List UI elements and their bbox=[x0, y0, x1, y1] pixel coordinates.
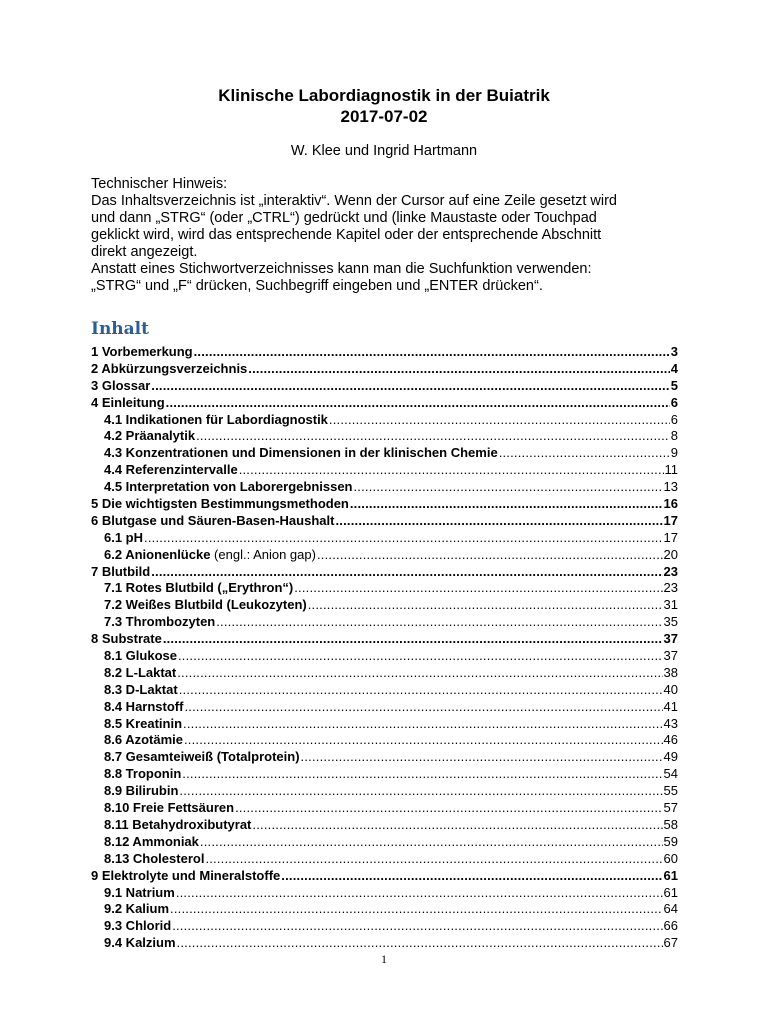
toc-dot-leader bbox=[354, 479, 663, 496]
toc-entry-label bbox=[91, 378, 150, 395]
toc-dot-leader bbox=[184, 732, 663, 749]
toc-entry[interactable] bbox=[91, 378, 678, 395]
toc-dot-leader bbox=[166, 395, 670, 412]
toc-entry-label bbox=[104, 445, 498, 462]
toc-dot-leader bbox=[177, 665, 662, 682]
toc-entry-label bbox=[104, 817, 251, 834]
toc-entry-label bbox=[104, 935, 176, 952]
document-authors: W. Klee und Ingrid Hartmann bbox=[290, 143, 478, 159]
toc-entry-label bbox=[104, 428, 195, 445]
toc-entry-page: 35 bbox=[663, 614, 678, 630]
toc-entry-label bbox=[104, 885, 175, 902]
toc-dot-leader bbox=[163, 631, 663, 648]
toc-entry-label bbox=[104, 800, 234, 817]
toc-entry-label bbox=[104, 665, 176, 682]
toc-dot-leader bbox=[301, 749, 663, 766]
toc-entry-label bbox=[104, 851, 204, 868]
toc-entry[interactable] bbox=[91, 682, 678, 699]
toc-entry-title: 8.2 L-Laktat bbox=[104, 664, 177, 680]
toc-dot-leader bbox=[183, 716, 663, 733]
toc-entry-title: 8.13 Cholesterol bbox=[104, 850, 205, 866]
toc-entry-title: 8.12 Ammoniak bbox=[104, 833, 199, 849]
toc-entry-page: 55 bbox=[663, 783, 678, 799]
toc-entry-title: 4.2 Präanalytik bbox=[104, 428, 196, 444]
toc-entry[interactable] bbox=[91, 395, 678, 412]
notice-line: Das Inhaltsverzeichnis ist „interaktiv“. Wenn der Cursor auf eine Zeile gesetzt wird bbox=[91, 193, 617, 209]
notice-line: „STRG“ und „F“ drücken, Suchbegriff eingeben und „ENTER drücken“. bbox=[91, 278, 543, 294]
toc-dot-leader bbox=[308, 597, 663, 614]
toc-entry-page: 23 bbox=[663, 563, 678, 579]
toc-entry-label bbox=[104, 547, 316, 564]
toc-entry[interactable] bbox=[91, 665, 678, 682]
toc-dot-leader bbox=[179, 783, 662, 800]
toc-dot-leader bbox=[172, 918, 662, 935]
toc-entry[interactable] bbox=[91, 547, 678, 564]
toc-entry-label bbox=[91, 344, 193, 361]
toc-entry-page: 3 bbox=[670, 344, 678, 359]
toc-entry-label bbox=[104, 783, 178, 800]
toc-entry[interactable] bbox=[91, 496, 678, 513]
toc-entry[interactable] bbox=[91, 699, 678, 716]
toc-entry-title: 4.3 Konzentrationen und Dimensionen in der klinischen Chemie bbox=[104, 445, 498, 461]
toc-entry-suffix: (engl.: Anion gap) bbox=[210, 546, 316, 562]
toc-entry-label bbox=[91, 496, 349, 513]
toc-entry-title: 7.3 Thrombozyten bbox=[104, 614, 216, 630]
toc-entry[interactable] bbox=[91, 648, 678, 665]
toc-entry-label bbox=[104, 479, 353, 496]
toc-entry-page: 57 bbox=[663, 800, 678, 816]
toc-dot-leader bbox=[151, 378, 670, 395]
toc-entry-title: 8.7 Gesamteiweiß (Totalprotein) bbox=[104, 749, 300, 765]
toc-dot-leader bbox=[184, 699, 662, 716]
toc-entry-title: 7.2 Weißes Blutbild (Leukozyten) bbox=[104, 597, 307, 613]
toc-entry-page: 61 bbox=[663, 884, 678, 900]
toc-entry-page: 40 bbox=[663, 681, 678, 697]
page-number: 1 bbox=[381, 952, 387, 966]
toc-entry[interactable] bbox=[91, 462, 678, 479]
toc-entry-label bbox=[104, 901, 169, 918]
toc-entry-title: 8.11 Betahydroxibutyrat bbox=[104, 816, 252, 832]
toc-entry-title: 6.1 pH bbox=[104, 529, 144, 545]
document-title: Klinische Labordiagnostik in der Buiatrik bbox=[218, 86, 550, 105]
toc-entry-page: 67 bbox=[663, 935, 678, 951]
toc-dot-leader bbox=[317, 547, 663, 564]
toc-dot-leader bbox=[235, 800, 662, 817]
toc-entry-title: 2 Abkürzungsverzeichnis bbox=[91, 360, 248, 376]
toc-entry-page: 54 bbox=[663, 766, 678, 782]
toc-entry-page: 8 bbox=[670, 428, 678, 444]
toc-entry-title: 1 Vorbemerkung bbox=[91, 344, 193, 359]
toc-entry-title: 8.5 Kreatinin bbox=[104, 715, 183, 731]
toc-dot-leader bbox=[248, 361, 669, 378]
toc-dot-leader bbox=[200, 834, 663, 851]
toc-entry-title: 3 Glossar bbox=[91, 377, 151, 393]
toc-dot-leader bbox=[294, 580, 662, 597]
toc-entry-title: 4.4 Referenzintervalle bbox=[104, 462, 238, 478]
toc-entry[interactable] bbox=[91, 868, 678, 885]
toc-entry-label bbox=[104, 597, 307, 614]
toc-entry[interactable] bbox=[91, 851, 678, 868]
toc-entry[interactable] bbox=[91, 716, 678, 733]
toc-entry-title: 8.4 Harnstoff bbox=[104, 698, 184, 714]
notice-line: geklickt wird, wird das entsprechende Kapitel oder der entsprechende Abschnitt bbox=[91, 227, 602, 243]
toc-entry-page: 4 bbox=[670, 360, 678, 376]
toc-entry-title: 8 Substrate bbox=[91, 631, 162, 647]
toc-entry-label bbox=[104, 732, 183, 749]
toc-entry-title: 9.4 Kalzium bbox=[104, 935, 176, 951]
toc-entry-page: 49 bbox=[663, 749, 678, 765]
toc-entry-page: 17 bbox=[663, 529, 678, 545]
toc-entry-title: 7.1 Rotes Blutbild („Erythron“) bbox=[104, 580, 294, 596]
notice-line: Anstatt eines Stichwortverzeichnisses kann man die Suchfunktion verwenden: bbox=[91, 261, 592, 277]
toc-entry[interactable] bbox=[91, 564, 678, 581]
toc-entry[interactable] bbox=[91, 513, 678, 530]
toc-entry[interactable] bbox=[91, 631, 678, 648]
toc-entry-title: 8.1 Glukose bbox=[104, 648, 177, 664]
toc-entry[interactable] bbox=[91, 749, 678, 766]
toc-entry-page: 31 bbox=[663, 597, 678, 613]
technical-notice bbox=[91, 176, 691, 295]
toc-dot-leader bbox=[194, 344, 670, 361]
toc-entry-label bbox=[104, 749, 300, 766]
toc-entry-label bbox=[104, 766, 181, 783]
toc-entry-page: 59 bbox=[663, 833, 678, 849]
toc-entry[interactable] bbox=[91, 428, 678, 445]
toc-entry-title: 8.8 Troponin bbox=[104, 766, 182, 782]
toc-entry-label bbox=[104, 530, 143, 547]
toc-entry-title: 8.9 Bilirubin bbox=[104, 783, 179, 799]
toc-dot-leader bbox=[252, 817, 662, 834]
toc-entry-page: 9 bbox=[670, 445, 678, 461]
toc-entry-title: 9.2 Kalium bbox=[104, 901, 170, 917]
toc-entry[interactable] bbox=[91, 766, 678, 783]
toc-entry-page: 66 bbox=[663, 918, 678, 934]
toc-entry-title: 4.5 Interpretation von Laborergebnissen bbox=[104, 479, 353, 495]
toc-entry-page: 46 bbox=[663, 732, 678, 748]
toc-entry[interactable] bbox=[91, 530, 678, 547]
toc-entry[interactable] bbox=[91, 817, 678, 834]
toc-entry-title: 9.1 Natrium bbox=[104, 884, 175, 900]
toc-entry-page: 37 bbox=[663, 648, 678, 664]
toc-entry-page: 61 bbox=[663, 867, 678, 883]
toc-dot-leader bbox=[335, 513, 662, 530]
document-date: 2017-07-02 bbox=[340, 107, 428, 126]
toc-entry-page: 23 bbox=[663, 580, 678, 596]
toc-dot-leader bbox=[179, 682, 663, 699]
toc-dot-leader bbox=[182, 766, 662, 783]
toc-heading: Inhalt bbox=[91, 319, 149, 339]
toc-entry-page: 17 bbox=[663, 512, 678, 528]
toc-entry[interactable] bbox=[91, 935, 678, 952]
toc-entry-label bbox=[104, 699, 183, 716]
toc-entry-label bbox=[91, 395, 165, 412]
toc-dot-leader bbox=[329, 412, 670, 429]
toc-entry-title: 6.2 Anionenlücke bbox=[104, 546, 211, 562]
toc-entry-title: 4 Einleitung bbox=[91, 394, 165, 410]
toc-entry-label bbox=[104, 648, 177, 665]
toc-entry-label bbox=[104, 462, 238, 479]
toc-entry[interactable] bbox=[91, 614, 678, 631]
toc-entry[interactable] bbox=[91, 885, 678, 902]
toc-entry[interactable] bbox=[91, 800, 678, 817]
toc-entry-title: 8.3 D-Laktat bbox=[104, 681, 178, 697]
toc-entry-label bbox=[91, 361, 247, 378]
toc-entry-page: 38 bbox=[663, 664, 678, 680]
toc-entry[interactable] bbox=[91, 361, 678, 378]
toc-dot-leader bbox=[196, 428, 670, 445]
toc-entry-title: 9.3 Chlorid bbox=[104, 918, 172, 934]
toc-entry[interactable] bbox=[91, 445, 678, 462]
toc-entry-page: 13 bbox=[663, 479, 678, 495]
toc-entry-page: 64 bbox=[663, 901, 678, 917]
toc-entry-page: 11 bbox=[664, 462, 678, 478]
toc-entry-page: 20 bbox=[663, 546, 678, 562]
toc-dot-leader bbox=[281, 868, 662, 885]
toc-entry[interactable] bbox=[91, 412, 678, 429]
toc-entry-title: 7 Blutbild bbox=[91, 563, 151, 579]
toc-entry-title: 5 Die wichtigsten Bestimmungsmethoden bbox=[91, 496, 349, 512]
toc-dot-leader bbox=[176, 885, 663, 902]
toc-entry[interactable] bbox=[91, 344, 678, 361]
toc-entry[interactable] bbox=[91, 918, 678, 935]
toc-entry-label bbox=[104, 412, 328, 429]
toc-entry-title: 9 Elektrolyte und Mineralstoffe bbox=[91, 867, 281, 883]
toc-entry-label bbox=[104, 716, 182, 733]
toc-entry[interactable] bbox=[91, 597, 678, 614]
toc-entry[interactable] bbox=[91, 732, 678, 749]
toc-entry-page: 37 bbox=[663, 631, 678, 647]
toc-dot-leader bbox=[144, 530, 663, 547]
toc-entry[interactable] bbox=[91, 783, 678, 800]
toc-entry-title: 6 Blutgase und Säuren-Basen-Haushalt bbox=[91, 512, 335, 528]
table-of-contents bbox=[91, 344, 678, 952]
toc-dot-leader bbox=[350, 496, 663, 513]
toc-entry-label bbox=[91, 513, 334, 530]
toc-entry-title: 8.10 Freie Fettsäuren bbox=[104, 800, 235, 816]
notice-line: und dann „STRG“ (oder „CTRL“) gedrückt und (linke Maustaste oder Touchpad bbox=[91, 210, 597, 226]
toc-entry-page: 58 bbox=[663, 816, 678, 832]
toc-entry-title: 4.1 Indikationen für Labordiagnostik bbox=[104, 411, 328, 427]
toc-entry-page: 5 bbox=[670, 377, 678, 393]
toc-entry-label bbox=[91, 868, 280, 885]
toc-entry-page: 6 bbox=[670, 411, 678, 427]
toc-entry-label bbox=[104, 580, 293, 597]
toc-dot-leader bbox=[216, 614, 662, 631]
notice-line: direkt angezeigt. bbox=[91, 244, 198, 260]
toc-entry[interactable] bbox=[91, 580, 678, 597]
toc-entry-page: 6 bbox=[670, 394, 678, 410]
toc-dot-leader bbox=[177, 935, 663, 952]
toc-entry-label bbox=[104, 918, 171, 935]
toc-dot-leader bbox=[205, 851, 662, 868]
toc-entry-label bbox=[104, 834, 199, 851]
toc-entry-page: 41 bbox=[663, 698, 678, 714]
toc-entry-page: 43 bbox=[663, 715, 678, 731]
toc-dot-leader bbox=[178, 648, 663, 665]
toc-entry-page: 60 bbox=[663, 850, 678, 866]
toc-entry-page: 16 bbox=[663, 496, 678, 512]
toc-entry-label bbox=[104, 682, 178, 699]
toc-dot-leader bbox=[151, 564, 662, 581]
toc-entry-label bbox=[91, 631, 162, 648]
toc-dot-leader bbox=[170, 901, 663, 918]
toc-entry-label bbox=[104, 614, 215, 631]
toc-entry-label bbox=[91, 564, 150, 581]
toc-entry[interactable] bbox=[91, 479, 678, 496]
toc-entry[interactable] bbox=[91, 834, 678, 851]
toc-entry[interactable] bbox=[91, 901, 678, 918]
toc-entry-title: 8.6 Azotämie bbox=[104, 732, 183, 748]
toc-dot-leader bbox=[499, 445, 670, 462]
notice-line: Technischer Hinweis: bbox=[91, 176, 228, 192]
toc-dot-leader bbox=[239, 462, 664, 479]
